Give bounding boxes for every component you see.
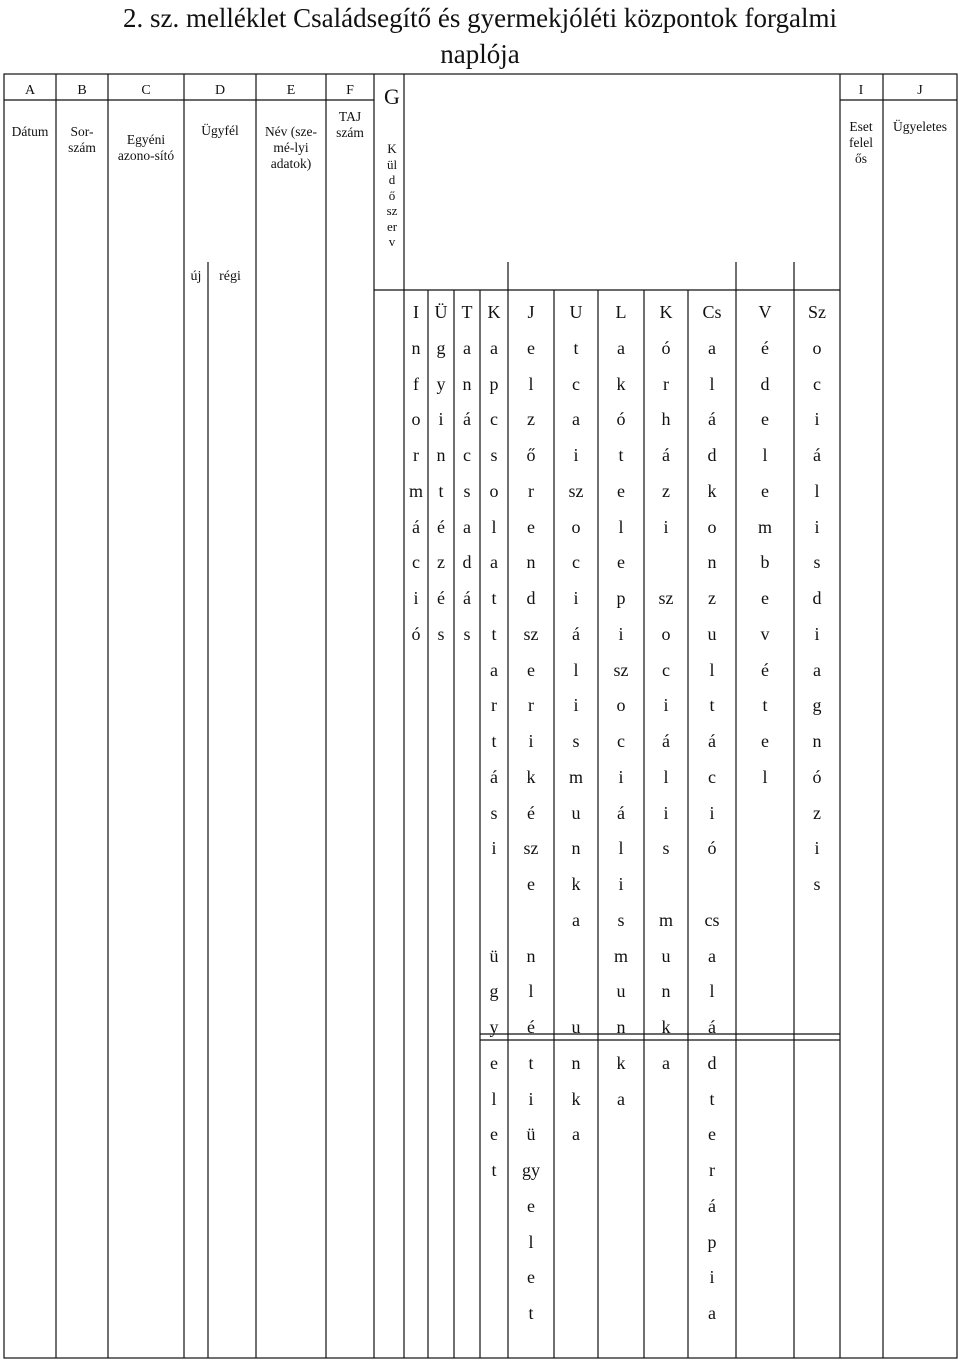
vertical-header-9-char-6: m — [757, 516, 773, 537]
vertical-header-3-char-21: e — [490, 1052, 498, 1073]
vertical-header-8-char-20: á — [708, 1017, 716, 1037]
column-letter-g: G — [384, 84, 400, 109]
vertical-header-0-char-5: m — [408, 480, 424, 501]
vertical-header-9-char-9: v — [760, 623, 770, 644]
vertical-header-1-char-8: é — [437, 588, 445, 608]
vertical-header-8-char-1: a — [708, 337, 716, 358]
vertical-header-5-char-5: sz — [568, 480, 584, 501]
vertical-header-3-char-2: p — [489, 373, 499, 394]
vertical-header-4-char-10: e — [527, 659, 535, 680]
column-label-e: Név (sze-mé-lyi adatok) — [264, 124, 318, 171]
vertical-header-2-char-7: d — [462, 552, 472, 573]
vertical-header-4-char-1: e — [527, 337, 535, 358]
vertical-header-1-char-9: s — [437, 623, 445, 644]
vertical-header-3-char-4: s — [490, 445, 498, 465]
vertical-header-3-char-22: l — [491, 1088, 497, 1109]
vertical-header-4-char-11: r — [528, 695, 534, 716]
vertical-header-4-char-24: gy — [522, 1160, 540, 1180]
vertical-header-7-char-18: u — [661, 945, 671, 966]
vertical-header-8-char-9: u — [707, 623, 717, 644]
title-line-1: 2. sz. melléklet Családsegítő és gyermekjóléti központok forgalmi — [122, 3, 838, 33]
vertical-header-4-char-21: t — [528, 1052, 534, 1073]
vertical-header-0-char-2: f — [413, 373, 419, 394]
vertical-header-6-char-15: l — [618, 838, 624, 859]
column-label-g: K ül d ő sz er v — [386, 140, 398, 249]
vertical-header-6-char-13: i — [618, 766, 624, 787]
column-label-d: Ügyfél — [201, 123, 239, 138]
vertical-header-0-char-4: r — [413, 445, 419, 465]
vertical-header-5-char-7: c — [572, 552, 580, 573]
vertical-header-4-char-2: l — [528, 373, 534, 394]
vertical-header-1-char-3: i — [438, 409, 444, 430]
vertical-header-5-char-21: n — [571, 1052, 581, 1073]
vertical-header-3-char-14: s — [490, 802, 498, 823]
vertical-header-8-char-5: k — [707, 480, 717, 501]
vertical-header-9-char-5: e — [761, 480, 769, 501]
vertical-header-6-char-1: a — [617, 337, 625, 358]
vertical-header-5-char-10: l — [573, 659, 579, 680]
vertical-header-4-char-15: sz — [523, 838, 539, 859]
vertical-header-6-char-17: s — [617, 909, 625, 930]
vertical-header-3-char-18: ü — [489, 945, 499, 966]
vertical-header-1-char-7: z — [437, 552, 445, 573]
vertical-header-9-char-1: é — [761, 337, 769, 358]
vertical-header-8-char-26: p — [707, 1231, 717, 1252]
vertical-header-3-char-6: l — [491, 516, 497, 537]
vertical-header-8-char-7: n — [707, 552, 717, 573]
vertical-header-0-char-1: n — [411, 337, 421, 358]
vertical-header-8-char-18: a — [708, 945, 716, 966]
vertical-header-9-char-11: t — [762, 695, 768, 716]
vertical-header-4-char-18: n — [526, 945, 536, 966]
vertical-header-6-char-22: a — [617, 1088, 625, 1109]
vertical-header-5-char-1: t — [573, 337, 579, 358]
vertical-header-4-char-19: l — [528, 981, 534, 1002]
vertical-header-1-char-1: g — [436, 337, 446, 358]
vertical-header-9-char-4: l — [762, 445, 768, 465]
vertical-header-8-char-22: t — [709, 1088, 715, 1109]
vertical-header-8-char-13: c — [708, 766, 716, 787]
vertical-header-10-char-13: ó — [812, 766, 822, 787]
vertical-header-6-char-21: k — [616, 1052, 626, 1073]
vertical-header-3-char-10: a — [490, 659, 498, 680]
vertical-header-2-char-9: s — [463, 623, 471, 644]
vertical-header-2-char-2: n — [462, 373, 472, 394]
vertical-header-5-char-17: a — [572, 909, 580, 930]
vertical-header-10-char-2: c — [813, 373, 821, 394]
vertical-header-5-char-4: i — [573, 445, 579, 465]
vertical-header-9-char-7: b — [760, 552, 770, 573]
vertical-header-4-char-14: é — [527, 802, 535, 823]
vertical-header-3-char-13: á — [490, 766, 498, 787]
vertical-header-6-char-6: l — [618, 516, 624, 537]
vertical-header-4-char-4: ő — [526, 445, 536, 465]
vertical-header-6-char-20: n — [616, 1017, 626, 1037]
vertical-header-8-char-25: á — [708, 1195, 716, 1216]
vertical-header-5-char-0: U — [569, 302, 583, 322]
vertical-header-6-char-4: t — [618, 445, 624, 465]
vertical-header-6-char-7: e — [617, 552, 625, 573]
vertical-header-4-char-20: é — [527, 1017, 535, 1037]
vertical-header-5-char-22: k — [571, 1088, 581, 1109]
vertical-header-4-char-9: sz — [523, 623, 539, 644]
column-label-a: Dátum — [11, 124, 49, 139]
title-line-2: naplója — [440, 39, 520, 69]
vertical-header-10-char-9: i — [814, 623, 820, 644]
vertical-header-7-char-8: sz — [658, 588, 674, 608]
vertical-header-5-char-16: k — [571, 874, 581, 894]
vertical-header-8-char-17: cs — [704, 909, 720, 930]
vertical-header-2-char-1: a — [463, 337, 471, 358]
vertical-header-8-char-21: d — [707, 1052, 717, 1073]
vertical-header-3-char-15: i — [491, 838, 497, 859]
vertical-header-8-char-4: d — [707, 445, 717, 465]
vertical-header-5-char-3: a — [572, 409, 580, 430]
vertical-header-7-char-19: n — [661, 981, 671, 1002]
vertical-header-3-char-3: c — [490, 409, 498, 430]
column-letter-i: I — [858, 83, 864, 98]
vertical-header-10-char-10: a — [813, 659, 821, 680]
vertical-header-3-char-11: r — [491, 695, 497, 716]
vertical-header-4-char-8: d — [526, 588, 536, 608]
vertical-header-10-char-12: n — [812, 731, 822, 751]
column-label-c: Egyéni azono-sító — [117, 132, 175, 163]
vertical-header-3-char-1: a — [490, 337, 498, 358]
vertical-header-10-char-1: o — [812, 337, 822, 358]
vertical-header-7-char-14: i — [663, 802, 669, 823]
column-letter-d: D — [214, 83, 226, 98]
vertical-header-1-char-6: é — [437, 516, 445, 537]
vertical-header-8-char-23: e — [708, 1124, 716, 1145]
vertical-header-7-char-17: m — [658, 909, 674, 930]
vertical-header-3-char-0: K — [487, 302, 501, 322]
vertical-header-6-char-12: c — [617, 731, 625, 751]
vertical-header-3-char-12: t — [491, 731, 497, 751]
vertical-header-5-char-14: u — [571, 802, 581, 823]
vertical-header-8-char-10: l — [709, 659, 715, 680]
vertical-header-7-char-11: i — [663, 695, 669, 716]
vertical-header-0-char-3: o — [411, 409, 421, 430]
vertical-header-5-char-8: i — [573, 588, 579, 608]
vertical-header-5-char-2: c — [572, 373, 580, 394]
vertical-header-7-char-3: h — [661, 409, 671, 430]
vertical-header-2-char-0: T — [461, 302, 473, 322]
client-sub-new: új — [190, 269, 202, 284]
vertical-header-5-char-20: u — [571, 1017, 581, 1037]
vertical-header-4-char-13: k — [526, 766, 536, 787]
vertical-header-6-char-10: sz — [613, 659, 629, 680]
vertical-header-2-char-4: c — [463, 445, 471, 465]
vertical-header-7-char-13: l — [663, 766, 669, 787]
vertical-header-7-char-5: z — [662, 480, 670, 501]
vertical-header-9-char-13: l — [762, 766, 768, 787]
vertical-header-5-char-23: a — [572, 1124, 580, 1145]
column-letter-f: F — [346, 83, 354, 98]
vertical-header-7-char-6: i — [663, 516, 669, 537]
vertical-header-10-char-0: Sz — [808, 302, 826, 322]
vertical-header-7-char-2: r — [663, 373, 669, 394]
vertical-header-5-char-9: á — [572, 623, 580, 644]
vertical-header-3-char-20: y — [489, 1017, 499, 1037]
vertical-header-2-char-6: a — [463, 516, 471, 537]
vertical-header-6-char-18: m — [613, 945, 629, 966]
vertical-header-0-char-0: I — [413, 302, 419, 322]
vertical-header-3-char-8: t — [491, 588, 497, 608]
vertical-header-4-char-28: t — [528, 1303, 534, 1323]
vertical-header-3-char-9: t — [491, 623, 497, 644]
vertical-header-7-char-1: ó — [661, 337, 671, 358]
vertical-header-4-char-5: r — [528, 480, 534, 501]
vertical-header-3-char-5: o — [489, 480, 499, 501]
vertical-header-8-char-0: Cs — [702, 302, 722, 322]
column-letter-b: B — [77, 83, 87, 98]
vertical-header-7-char-0: K — [659, 302, 673, 322]
vertical-header-5-char-6: o — [571, 516, 581, 537]
vertical-header-10-char-3: i — [814, 409, 820, 430]
vertical-header-8-char-12: á — [708, 731, 716, 751]
vertical-header-3-char-23: e — [490, 1124, 498, 1145]
vertical-header-8-char-19: l — [709, 981, 715, 1002]
vertical-header-4-char-23: ü — [526, 1124, 536, 1145]
vertical-header-10-char-7: s — [813, 552, 821, 573]
column-label-j: Ügyeletes — [893, 119, 947, 134]
vertical-header-5-char-11: i — [573, 695, 579, 716]
column-letter-j: J — [917, 83, 923, 98]
vertical-header-9-char-3: e — [761, 409, 769, 430]
vertical-header-6-char-5: e — [617, 480, 625, 501]
vertical-header-8-char-28: a — [708, 1303, 716, 1323]
vertical-header-8-char-24: r — [709, 1160, 715, 1180]
vertical-header-8-char-11: t — [709, 695, 715, 716]
vertical-header-4-char-27: e — [527, 1267, 535, 1288]
vertical-header-10-char-11: g — [812, 695, 822, 716]
vertical-header-4-char-16: e — [527, 874, 535, 894]
vertical-header-9-char-2: d — [760, 373, 770, 394]
vertical-header-2-char-3: á — [463, 409, 471, 430]
vertical-header-5-char-12: s — [572, 731, 580, 751]
vertical-header-3-char-24: t — [491, 1160, 497, 1180]
column-label-f: TAJ szám — [336, 109, 364, 140]
vertical-header-9-char-8: e — [761, 588, 769, 608]
vertical-header-5-char-13: m — [568, 766, 584, 787]
vertical-header-4-char-3: z — [527, 409, 535, 430]
vertical-header-1-char-4: n — [436, 445, 446, 465]
vertical-header-1-char-5: t — [438, 480, 444, 501]
vertical-header-5-char-15: n — [571, 838, 581, 859]
vertical-header-6-char-11: o — [616, 695, 626, 716]
vertical-header-10-char-15: i — [814, 838, 820, 859]
vertical-header-4-char-6: e — [527, 516, 535, 537]
vertical-header-4-char-22: i — [528, 1088, 534, 1109]
vertical-header-4-char-26: l — [528, 1231, 534, 1252]
vertical-header-10-char-4: á — [813, 445, 821, 465]
vertical-header-3-char-19: g — [489, 981, 499, 1002]
vertical-header-0-char-8: i — [413, 588, 419, 608]
vertical-header-4-char-25: e — [527, 1195, 535, 1216]
vertical-header-6-char-16: i — [618, 874, 624, 894]
vertical-header-0-char-9: ó — [411, 623, 421, 644]
vertical-header-8-char-14: i — [709, 802, 715, 823]
vertical-header-10-char-14: z — [813, 802, 821, 823]
vertical-header-7-char-21: a — [662, 1052, 670, 1073]
vertical-header-6-char-8: p — [616, 588, 626, 608]
vertical-header-6-char-9: i — [618, 623, 624, 644]
vertical-header-4-char-0: J — [527, 302, 535, 322]
column-letter-e: E — [286, 83, 296, 98]
vertical-header-7-char-20: k — [661, 1017, 671, 1037]
vertical-header-9-char-10: é — [761, 659, 769, 680]
vertical-header-6-char-0: L — [615, 302, 627, 322]
vertical-header-9-char-0: V — [758, 302, 772, 322]
vertical-header-4-char-7: n — [526, 552, 536, 573]
vertical-header-6-char-14: á — [617, 802, 625, 823]
vertical-header-1-char-0: Ü — [434, 302, 448, 322]
vertical-header-6-char-19: u — [616, 981, 626, 1002]
column-label-b: Sor-szám — [68, 124, 96, 155]
vertical-header-8-char-27: i — [709, 1267, 715, 1288]
column-letter-c: C — [141, 83, 151, 98]
vertical-header-7-char-10: c — [662, 659, 670, 680]
vertical-header-8-char-8: z — [708, 588, 716, 608]
vertical-header-10-char-6: i — [814, 516, 820, 537]
vertical-header-7-char-12: á — [662, 731, 670, 751]
vertical-header-9-char-12: e — [761, 731, 769, 751]
vertical-header-0-char-6: á — [412, 516, 420, 537]
vertical-header-8-char-3: á — [708, 409, 716, 430]
vertical-header-10-char-16: s — [813, 874, 821, 894]
vertical-header-10-char-8: d — [812, 588, 822, 608]
vertical-header-2-char-5: s — [463, 480, 471, 501]
vertical-header-7-char-4: á — [662, 445, 670, 465]
vertical-header-7-char-15: s — [662, 838, 670, 859]
client-sub-returning: régi — [219, 269, 241, 284]
vertical-header-8-char-15: ó — [707, 838, 717, 859]
column-label-i: Eset felel ős — [849, 119, 873, 166]
vertical-header-3-char-7: a — [490, 552, 498, 573]
vertical-header-6-char-3: ó — [616, 409, 626, 430]
vertical-header-8-char-2: l — [709, 373, 715, 394]
vertical-header-6-char-2: k — [616, 373, 626, 394]
vertical-header-4-char-12: i — [528, 731, 534, 751]
column-letter-a: A — [24, 83, 36, 98]
vertical-header-10-char-5: l — [814, 480, 820, 501]
vertical-header-0-char-7: c — [412, 552, 420, 573]
vertical-header-1-char-2: y — [436, 373, 446, 394]
vertical-header-7-char-9: o — [661, 623, 671, 644]
vertical-header-2-char-8: á — [463, 588, 471, 608]
vertical-header-8-char-6: o — [707, 516, 717, 537]
